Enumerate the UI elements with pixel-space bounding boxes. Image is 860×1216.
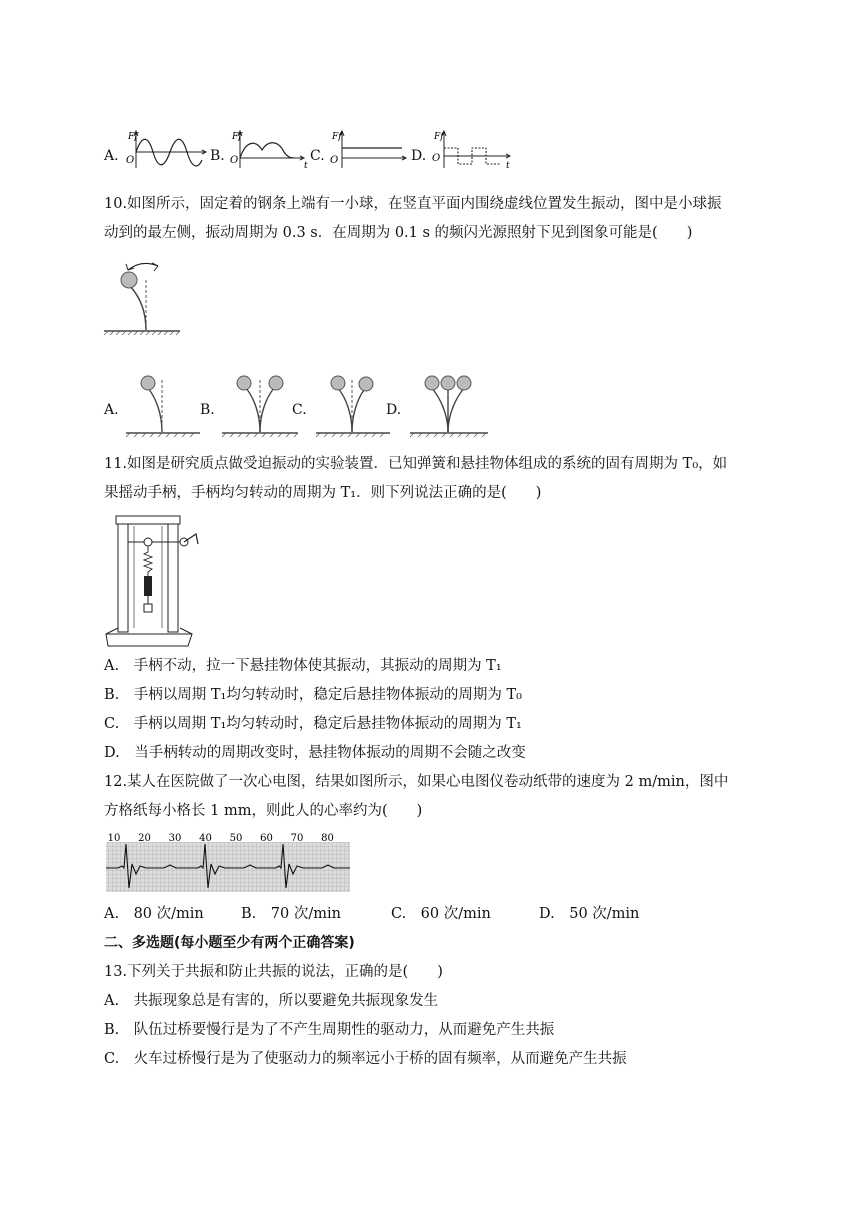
q10-option-c-figure (316, 370, 392, 440)
q9-d-origin: O (432, 153, 441, 164)
q10-option-b-label: B. (200, 402, 215, 418)
q10-option-a-figure (126, 370, 202, 440)
ecg-tick-label: 50 (229, 833, 243, 844)
q13-stem: 13.下列关于共振和防止共振的说法，正确的是( ) (104, 964, 443, 980)
ecg-tick-label: 40 (199, 833, 212, 844)
q12-stem-line1: 12.某人在医院做了一次心电图，结果如图所示，如果心电图仪卷动纸带的速度为 2 m/min，图中 (104, 774, 729, 790)
ecg-tick-label: 20 (138, 833, 151, 844)
q10-stem-line2: 动到的最左侧，振动周期为 0.3 s．在周期为 0.1 s 的频闪光源照射下见到图象可能是( ) (104, 225, 693, 241)
q10-option-d-label: D. (386, 402, 402, 418)
q9-b-origin: O (230, 155, 239, 166)
q9-d-yaxis: Ff (434, 132, 444, 142)
q9-c-origin: O (330, 155, 339, 166)
q12-option-b: B. 70 次/min (241, 906, 341, 922)
q9-graph-b (230, 130, 310, 170)
q9-b-yaxis: Ff (232, 132, 242, 142)
q9-a-yaxis: Ff (128, 132, 138, 142)
ecg-tick-label: 10 (107, 833, 121, 844)
ecg-tick-label: 30 (168, 833, 182, 844)
q11-apparatus-figure (104, 512, 204, 650)
q12-ecg-figure (104, 830, 352, 894)
q10-option-b-figure (222, 370, 298, 440)
q9-option-b-label: B. (210, 148, 225, 164)
q11-option-b: B. 手柄以周期 T₁均匀转动时，稳定后悬挂物体振动的周期为 T₀ (104, 687, 522, 703)
q9-option-a-label: A. (104, 148, 119, 164)
q11-option-a: A. 手柄不动，拉一下悬挂物体使其振动，其振动的周期为 T₁ (104, 658, 502, 674)
ecg-tick-label: 80 (321, 833, 334, 844)
q9-a-origin: O (126, 155, 135, 166)
q13-option-c: C. 火车过桥慢行是为了使驱动力的频率远小于桥的固有频率，从而避免产生共振 (104, 1051, 627, 1067)
q12-option-d: D. 50 次/min (539, 906, 640, 922)
q12-option-c: C. 60 次/min (391, 906, 491, 922)
q9-graph-c (330, 130, 410, 170)
q9-graph-d (430, 130, 514, 170)
q12-option-a: A. 80 次/min (104, 906, 204, 922)
q9-b-xaxis: t (304, 161, 308, 171)
q10-option-d-figure (410, 370, 490, 440)
q9-graph-a (126, 130, 210, 170)
q9-c-yaxis: Ff (332, 132, 342, 142)
ecg-tick-label: 70 (290, 833, 304, 844)
q10-stem-line1: 10.如图所示，固定着的钢条上端有一小球，在竖直平面内围绕虚线位置发生振动，图中是小球振 (104, 196, 722, 212)
q11-option-c: C. 手柄以周期 T₁均匀转动时，稳定后悬挂物体振动的周期为 T₁ (104, 716, 522, 732)
q12-stem-line2: 方格纸每小格长 1 mm，则此人的心率约为( ) (104, 803, 423, 819)
q9-option-c-label: C. (310, 148, 325, 164)
q10-option-c-label: C. (292, 402, 307, 418)
q9-d-xaxis: t (506, 161, 510, 171)
q11-option-d: D. 当手柄转动的周期改变时，悬挂物体振动的周期不会随之改变 (104, 745, 526, 761)
q13-option-a: A. 共振现象总是有害的，所以要避免共振现象发生 (104, 993, 439, 1009)
q11-stem-line1: 11.如图是研究质点做受迫振动的实验装置．已知弹簧和悬挂物体组成的系统的固有周期为 T₀，如 (104, 456, 728, 472)
q9-option-d-label: D. (411, 148, 427, 164)
q11-stem-line2: 果摇动手柄，手柄均匀转动的周期为 T₁．则下列说法正确的是( ) (104, 485, 542, 501)
ecg-tick-label: 60 (260, 833, 273, 844)
q10-main-figure (104, 252, 184, 342)
q13-option-b: B. 队伍过桥要慢行是为了不产生周期性的驱动力，从而避免产生共振 (104, 1022, 555, 1038)
q10-option-a-label: A. (104, 402, 119, 418)
section2-heading: 二、多选题(每小题至少有两个正确答案) (104, 935, 355, 951)
